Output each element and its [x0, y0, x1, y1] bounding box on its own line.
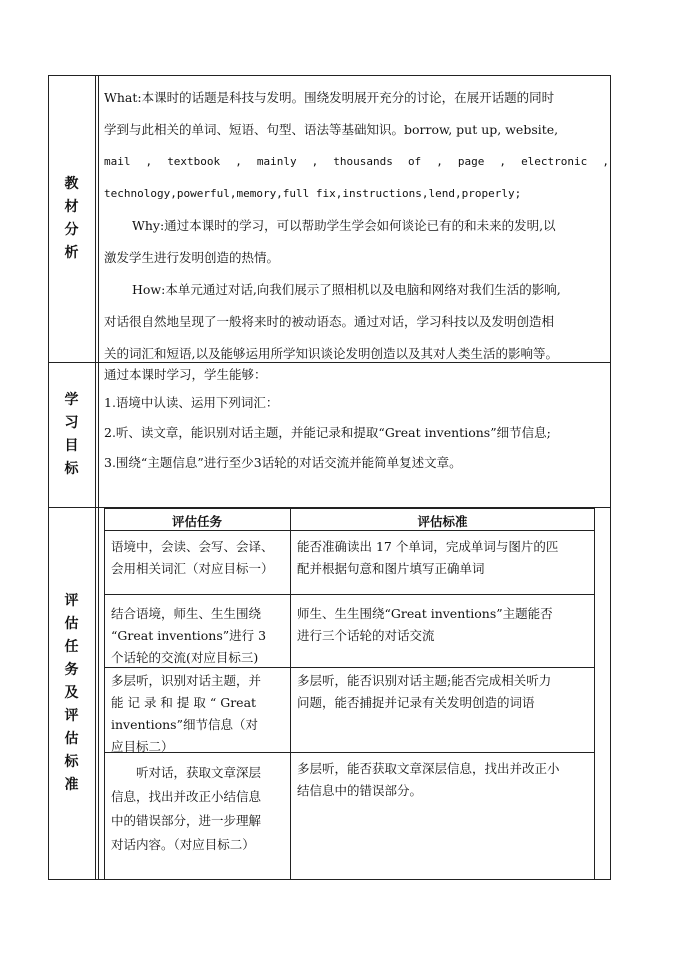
word: ,: [235, 155, 242, 168]
task-line: 多层听，识别对话主题，并: [111, 673, 262, 688]
word: ,: [499, 155, 507, 168]
assessment-label-char: 及: [64, 685, 79, 701]
assessment-label-char: 评: [64, 593, 79, 609]
standard-line: 能否准确读出 17 个单词，完成单词与图片的匹: [297, 539, 559, 554]
objective-line: 通过本课时学习，学生能够：: [104, 367, 267, 382]
assessment-label-char: 任: [64, 639, 79, 655]
objective-line: 2.听、读文章，能识别对话主题，并能记录和提取“Great inventions”细节信息;: [104, 425, 551, 440]
task-line: 应目标二）: [111, 739, 174, 754]
assessment-label-char: 标: [64, 754, 79, 770]
assessment-label-char: 务: [64, 662, 79, 678]
word: ,: [602, 155, 609, 168]
column-divider-inner: [98, 75, 99, 880]
task-line: 听对话，获取文章深层: [111, 765, 262, 780]
assessment-label-char: 估: [64, 616, 79, 632]
column-divider: [95, 75, 96, 880]
analysis-line: 关的词汇和短语,以及能够运用所学知识谈论发明创造以及其对人类生活的影响等。: [104, 346, 558, 361]
task-cell: [111, 603, 287, 669]
analysis-line: technology,powerful,memory,full fix,instructions,lend,properly;: [104, 187, 522, 200]
analysis-line: How:本单元通过对话,向我们展示了照相机以及电脑和网络对我们生活的影响,: [132, 282, 561, 297]
objective-line: 3.围绕“主题信息”进行至少3话轮的对话交流并能简单复述文章。: [104, 455, 462, 470]
task-line: inventions”细节信息（对: [111, 717, 258, 732]
word: textbook: [167, 155, 221, 168]
analysis-line: 激发学生进行发明创造的热情。: [104, 250, 280, 265]
standard-cell: [297, 603, 592, 647]
task-line: 中的错误部分，进一步理解: [111, 813, 262, 828]
analysis-label: [48, 75, 95, 362]
analysis-label-char: 材: [64, 198, 79, 215]
assessment-label-char: 估: [64, 731, 79, 747]
standard-line: 问题，能否捕捉并记录有关发明创造的词语: [297, 695, 535, 710]
standard-line: 多层听，能否获取文章深层信息，找出并改正小: [297, 761, 560, 776]
task-line: 结合语境，师生、生生围绕: [111, 606, 262, 621]
analysis-line: What:本课时的话题是科技与发明。围绕发明展开充分的讨论，在展开话题的同时: [104, 90, 555, 105]
analysis-line: 学到与此相关的单词、短语、句型、语法等基础知识。borrow, put up, website,: [104, 122, 559, 137]
word: ,: [145, 155, 153, 168]
analysis-line: 对话很自然地呈现了一般将来时的被动语态。通过对话，学习科技以及发明创造相: [104, 314, 555, 329]
standard-line: 配并根据句意和图片填写正确单词: [297, 561, 485, 576]
objective-line: 1.语境中认读、运用下列词汇：: [104, 395, 279, 410]
task-line: 会用相关词汇（对应目标一）: [111, 561, 274, 576]
assessment-column-divider: [290, 508, 291, 880]
assessment-label: [48, 507, 95, 880]
standard-cell: [297, 536, 592, 580]
task-line: 信息，找出并改正小结信息: [111, 789, 262, 804]
word: mail: [104, 155, 131, 168]
objectives-label-char: 目: [64, 437, 79, 454]
analysis-line: Why:通过本课时的学习，可以帮助学生学会如何谈论已有的和未来的发明,以: [132, 218, 556, 233]
header-standard: 评估标准: [417, 514, 468, 529]
assessment-label-char: 评: [64, 708, 79, 724]
word: mainly: [256, 155, 297, 168]
analysis-content: [104, 82, 609, 370]
standard-line: 结信息中的错误部分。: [297, 783, 423, 798]
standard-cell: [297, 670, 592, 714]
objectives-content: [104, 362, 609, 476]
header-task: 评估任务: [171, 514, 222, 529]
objectives-label-char: 习: [64, 414, 79, 431]
standard-line: 多层听，能否识别对话主题;能否完成相关听力: [297, 673, 552, 688]
task-cell: [111, 536, 287, 580]
standard-line: 进行三个话轮的对话交流: [297, 628, 435, 643]
task-line: 个话轮的交流(对应目标三): [111, 650, 259, 665]
objectives-label-char: 学: [64, 391, 79, 408]
task-line: 能 记 录 和 提 取 “ Great: [111, 695, 257, 710]
word-list-row: [104, 146, 609, 178]
word: electronic: [521, 155, 588, 168]
standard-line: 师生、生生围绕“Great inventions”主题能否: [297, 606, 553, 621]
task-line: 对话内容。（对应目标二）: [111, 837, 255, 852]
analysis-label-char: 教: [64, 175, 79, 192]
word: ,: [311, 155, 319, 168]
objectives-label: [48, 362, 95, 507]
task-cell: [111, 761, 287, 857]
word: ,: [436, 155, 443, 168]
task-cell: [111, 670, 287, 758]
objectives-label-char: 标: [64, 460, 79, 477]
assessment-row-divider: [104, 530, 595, 531]
word: of: [407, 155, 422, 168]
word: thousands: [333, 155, 393, 168]
task-line: “Great inventions”进行 3: [111, 628, 267, 643]
analysis-label-char: 分: [64, 221, 79, 238]
assessment-row-divider: [104, 594, 595, 595]
task-line: 语境中，会读、会写、会译、: [111, 539, 274, 554]
assessment-label-char: 准: [64, 777, 79, 793]
standard-cell: [297, 758, 592, 802]
analysis-label-char: 析: [64, 244, 79, 261]
word: page: [457, 155, 485, 168]
